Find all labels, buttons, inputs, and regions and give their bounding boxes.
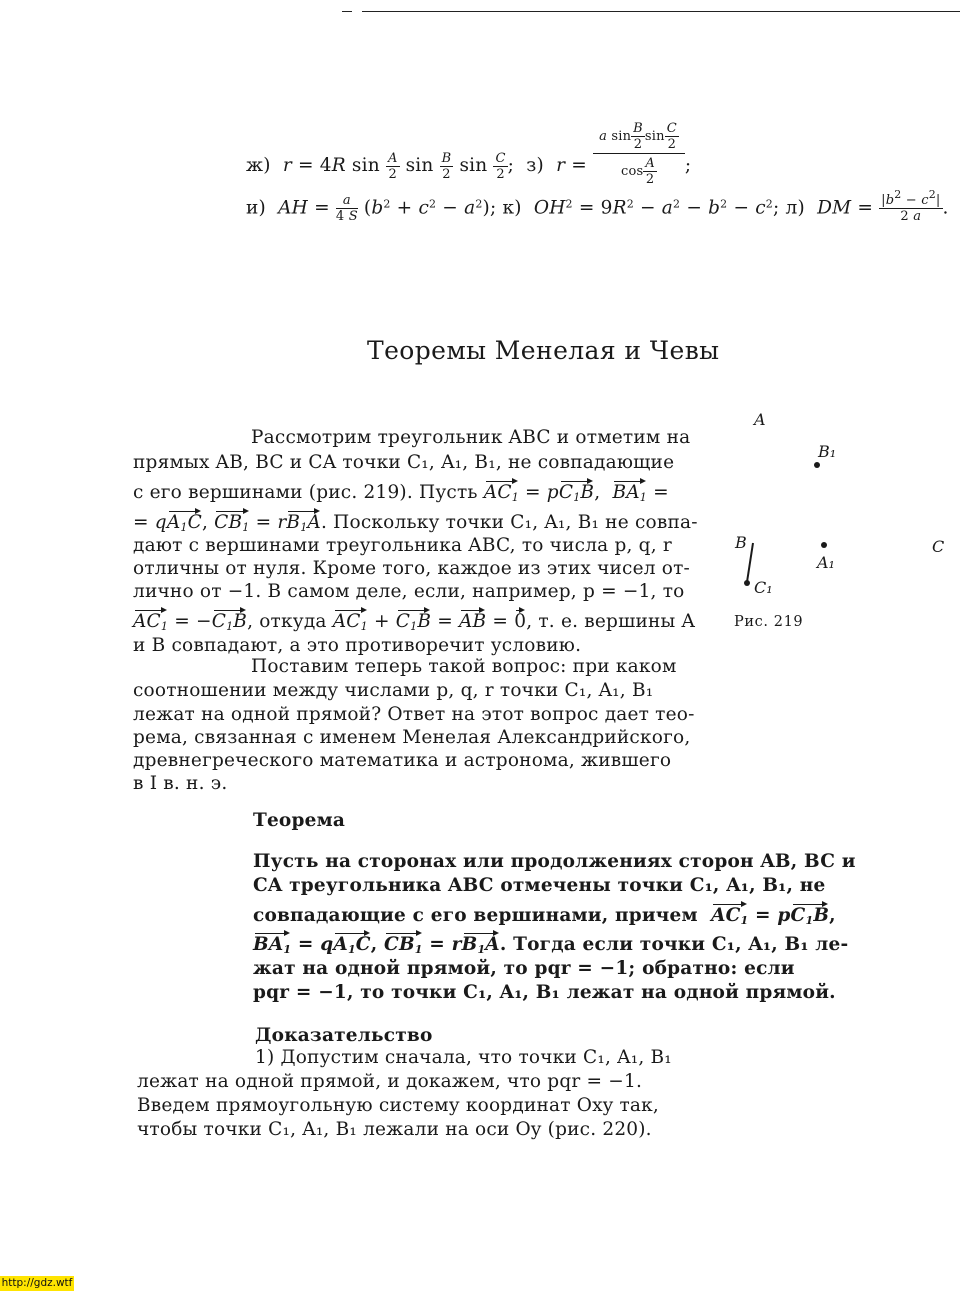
paragraph1-line9: и B совпадают, а это противоречит условию. xyxy=(133,635,582,656)
figure-label-c: C xyxy=(932,537,945,556)
paragraph1-line3: с его вершинами (рис. 219). Пусть $AC_1 = pC_1B$, $BA_1$ = xyxy=(133,482,669,504)
paragraph2-line1: Поставим теперь такой вопрос: при каком xyxy=(251,656,677,677)
proof-line1: 1) Допустим сначала, что точки C₁, A₁, B₁ xyxy=(255,1047,672,1068)
theorem-line1: Пусть на сторонах или продолжениях сторон AB, BC и xyxy=(253,851,856,872)
paragraph1-line7: лично от −1. В самом деле, если, например, p = −1, то xyxy=(133,581,685,602)
figure-label-a1: A₁ xyxy=(817,553,835,572)
paragraph1-line2: прямых AB, BC и CA точки C₁, A₁, B₁, не совпадающие xyxy=(133,452,675,473)
paragraph2-line5: древнегреческого математика и астронома, жившего xyxy=(133,750,672,771)
theorem-line2: CA треугольника ABC отмечены точки C₁, A₁, B₁, не xyxy=(253,875,826,896)
figure-point-c1 xyxy=(744,580,750,586)
paragraph2-line2: соотношении между числами p, q, r точки C₁, A₁, B₁ xyxy=(133,680,654,701)
paragraph2-line3: лежат на одной прямой? Ответ на этот вопрос дает тео- xyxy=(133,704,695,725)
figure-label-c1: C₁ xyxy=(754,578,773,597)
theorem-line5: жат на одной прямой, то pqr = −1; обратно: если xyxy=(253,958,795,979)
proof-heading: Доказательство xyxy=(255,1025,433,1046)
paragraph1-line6: отличны от нуля. Кроме того, каждое из этих чисел от- xyxy=(133,558,690,579)
paragraph1-line8: $AC_1 = -C_1B$, откуда $AC_1 + C_1B$ = AB = 0, т. е. вершины A xyxy=(133,611,696,633)
formula-line-zh: ж) r = 4R sin $\frac{A}{2}$ sin $\frac{B}{2}$ sin $\frac{C}{2}$ ; з) r = a sin $\frac{B}{2}$ sin $\frac{C}{2}$ cos $\frac{A}{2}$ ; xyxy=(246,121,692,187)
paragraph1-line1: Рассмотрим треугольник ABC и отметим на xyxy=(251,427,691,448)
theorem-line3: совпадающие с его вершинами, причем $AC_1 = pC_1B$, xyxy=(253,905,836,927)
figure-label-b: B xyxy=(735,533,747,552)
paragraph1-line5: дают с вершинами треугольника ABC, то числа p, q, r xyxy=(133,535,672,556)
theorem-line6: pqr = −1, то точки C₁, A₁, B₁ лежат на одной прямой. xyxy=(253,982,836,1003)
top-rule-dash xyxy=(342,11,352,12)
theorem-heading: Теорема xyxy=(253,810,346,831)
figure-label-b1: B₁ xyxy=(818,442,837,461)
formula-line-i: и) AH = $\frac{a}{4 S}$ $(b^2 + c^2 - a^2)$; к) $OH^2 = 9R^2 - a^2 - b^2 - c^2$; л) DM = $\frac{|b^2 - c^2|}{2 a}$ . xyxy=(246,188,949,224)
proof-line2: лежат на одной прямой, и докажем, что pqr = −1. xyxy=(137,1071,643,1092)
paragraph1-line4: = $qA_1C$, $CB_1 = rB_1A$. Поскольку точки C₁, A₁, B₁ не совпа- xyxy=(133,512,698,534)
figure-point-b1 xyxy=(814,462,820,468)
paragraph2-line4: рема, связанная с именем Менелая Александрийского, xyxy=(133,727,691,748)
proof-line3: Введем прямоугольную систему координат Oxy так, xyxy=(137,1095,659,1116)
section-title: Теоремы Менелая и Чевы xyxy=(367,336,720,365)
paragraph2-line6: в I в. н. э. xyxy=(133,773,228,794)
figure-label-a: A xyxy=(754,410,766,429)
figure-caption: Рис. 219 xyxy=(734,614,804,630)
proof-line4: чтобы точки C₁, A₁, B₁ лежали на оси Oy (рис. 220). xyxy=(137,1119,652,1140)
top-rule xyxy=(362,11,960,12)
theorem-line4: $BA_1 = qA_1C$, $CB_1 = rB_1A$. Тогда если точки C₁, A₁, B₁ ле- xyxy=(253,934,849,956)
watermark-link[interactable]: http://gdz.wtf xyxy=(1,1277,73,1289)
figure-point-a1 xyxy=(821,542,827,548)
